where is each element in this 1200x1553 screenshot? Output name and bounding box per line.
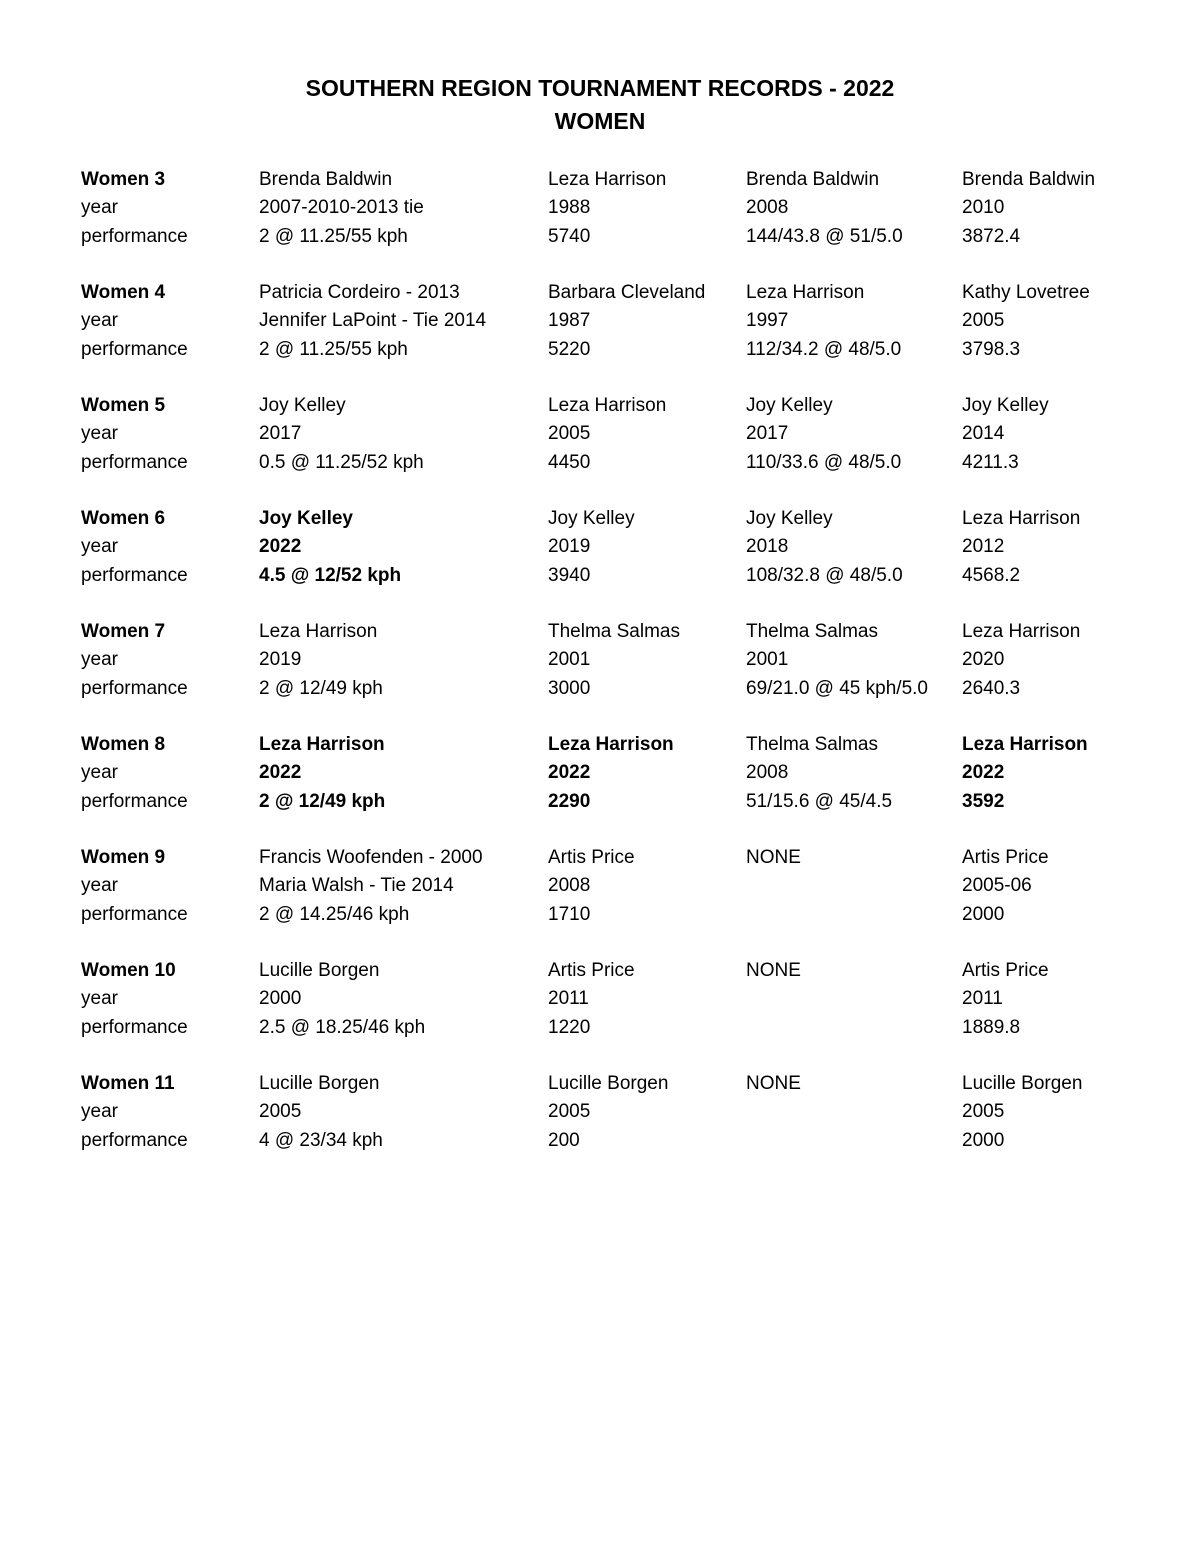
title-line-2: WOMEN [554, 108, 646, 134]
record-cell: 2000 [962, 903, 1005, 925]
page-title [0, 72, 1200, 138]
row-label: year [81, 310, 118, 332]
record-cell: Barbara Cleveland [548, 282, 706, 303]
record-cell: 2001 [746, 649, 789, 671]
record-cell: Joy Kelley [962, 395, 1049, 416]
record-cell: 2007-2010-2013 tie [259, 197, 424, 219]
record-cell: Joy Kelley [746, 508, 833, 529]
record-cell: 2008 [548, 875, 591, 897]
record-group [81, 844, 1161, 957]
record-group [81, 1070, 1161, 1183]
record-cell: Lucille Borgen [259, 960, 380, 981]
record-group [81, 957, 1161, 1070]
category-label: Women 5 [81, 395, 166, 416]
category-label: Women 8 [81, 734, 166, 755]
record-cell: Leza Harrison [962, 734, 1088, 755]
record-cell: Leza Harrison [548, 169, 667, 190]
record-cell: 2018 [746, 536, 789, 558]
record-cell [746, 872, 962, 900]
record-cell: 2008 [746, 197, 789, 219]
record-cell: Artis Price [962, 847, 1049, 868]
record-cell: NONE [746, 960, 801, 981]
row-label: performance [81, 903, 188, 925]
record-year-row [81, 533, 1161, 561]
record-cell: Artis Price [548, 960, 635, 981]
record-cell: Thelma Salmas [548, 621, 680, 642]
row-label: performance [81, 338, 188, 360]
record-cell: 2290 [548, 790, 591, 812]
record-cell: Leza Harrison [548, 395, 667, 416]
record-cell: 3592 [962, 790, 1005, 812]
record-cell: 1220 [548, 1016, 591, 1038]
record-cell: Lucille Borgen [962, 1073, 1083, 1094]
record-cell: Joy Kelley [548, 508, 635, 529]
record-name-row [81, 618, 1161, 646]
record-cell: Jennifer LaPoint - Tie 2014 [259, 310, 487, 332]
record-cell: 2000 [962, 1129, 1005, 1151]
record-name-row [81, 392, 1161, 420]
record-cell: Artis Price [548, 847, 635, 868]
category-label: Women 9 [81, 847, 166, 868]
record-cell: 2001 [548, 649, 591, 671]
record-cell: 2005-06 [962, 875, 1032, 897]
record-cell: 2020 [962, 649, 1005, 671]
record-cell: 3940 [548, 564, 591, 586]
record-cell: 2022 [548, 762, 591, 784]
record-performance-row [81, 788, 1161, 816]
record-cell: Lucille Borgen [548, 1073, 669, 1094]
category-label: Women 6 [81, 508, 166, 529]
record-name-row [81, 1070, 1161, 1098]
record-group [81, 505, 1161, 618]
record-cell: Joy Kelley [746, 395, 833, 416]
record-cell: Joy Kelley [259, 508, 353, 529]
record-cell: Patricia Cordeiro - 2013 [259, 282, 460, 303]
record-cell: 2 @ 11.25/55 kph [259, 338, 408, 360]
row-label: performance [81, 1129, 188, 1151]
row-label: year [81, 197, 118, 219]
record-cell: Kathy Lovetree [962, 282, 1090, 303]
record-year-row [81, 985, 1161, 1013]
record-performance-row [81, 1014, 1161, 1042]
category-label: Women 4 [81, 282, 166, 303]
record-cell: 5740 [548, 225, 591, 247]
row-label: performance [81, 225, 188, 247]
records-table [81, 166, 1161, 1183]
row-label: performance [81, 677, 188, 699]
category-label: Women 7 [81, 621, 166, 642]
record-cell: 2.5 @ 18.25/46 kph [259, 1016, 426, 1038]
record-cell: Leza Harrison [746, 282, 865, 303]
record-cell: 2 @ 14.25/46 kph [259, 903, 410, 925]
record-name-row [81, 731, 1161, 759]
record-cell: 0.5 @ 11.25/52 kph [259, 451, 424, 473]
record-cell: 2005 [548, 1101, 591, 1123]
record-performance-row [81, 562, 1161, 590]
record-name-row [81, 166, 1161, 194]
record-cell: 4568.2 [962, 564, 1021, 586]
record-cell [746, 901, 962, 929]
record-cell: 2022 [259, 762, 302, 784]
record-cell: Artis Price [962, 960, 1049, 981]
record-cell: 4211.3 [962, 451, 1019, 473]
record-cell: Thelma Salmas [746, 621, 878, 642]
record-performance-row [81, 675, 1161, 703]
record-cell: 2019 [259, 649, 302, 671]
record-cell: 2 @ 12/49 kph [259, 677, 383, 699]
record-cell: Brenda Baldwin [259, 169, 393, 190]
record-cell: 108/32.8 @ 48/5.0 [746, 564, 903, 586]
record-performance-row [81, 223, 1161, 251]
record-cell: 51/15.6 @ 45/4.5 [746, 790, 893, 812]
record-cell: 2017 [259, 423, 302, 445]
record-year-row [81, 194, 1161, 222]
category-label: Women 3 [81, 169, 166, 190]
record-cell: 110/33.6 @ 48/5.0 [746, 451, 902, 473]
record-cell: 4.5 @ 12/52 kph [259, 564, 402, 586]
record-cell: Leza Harrison [548, 734, 674, 755]
record-cell: 2010 [962, 197, 1005, 219]
record-cell: 144/43.8 @ 51/5.0 [746, 225, 903, 247]
record-cell: 2005 [962, 310, 1005, 332]
record-cell: 1889.8 [962, 1016, 1021, 1038]
row-label: year [81, 1101, 118, 1123]
record-cell: 2012 [962, 536, 1005, 558]
record-cell: Leza Harrison [259, 734, 385, 755]
record-cell: 2005 [259, 1101, 302, 1123]
row-label: performance [81, 451, 188, 473]
record-group [81, 392, 1161, 505]
record-cell: NONE [746, 847, 801, 868]
row-label: year [81, 536, 118, 558]
record-cell: 69/21.0 @ 45 kph/5.0 [746, 677, 928, 699]
record-performance-row [81, 901, 1161, 929]
record-cell: Brenda Baldwin [962, 169, 1096, 190]
record-cell: Joy Kelley [259, 395, 346, 416]
record-cell [746, 1098, 962, 1126]
record-cell: 2011 [962, 988, 1003, 1010]
record-cell: NONE [746, 1073, 801, 1094]
record-cell: Brenda Baldwin [746, 169, 880, 190]
record-cell [746, 1014, 962, 1042]
record-cell: 3872.4 [962, 225, 1021, 247]
record-year-row [81, 872, 1161, 900]
record-cell: 2022 [259, 536, 302, 558]
record-performance-row [81, 449, 1161, 477]
record-cell: 2022 [962, 762, 1005, 784]
record-cell: 2005 [962, 1101, 1005, 1123]
record-cell: 1997 [746, 310, 789, 332]
record-group [81, 279, 1161, 392]
record-cell: Lucille Borgen [259, 1073, 380, 1094]
record-name-row [81, 957, 1161, 985]
row-label: year [81, 762, 118, 784]
category-label: Women 10 [81, 960, 176, 981]
record-cell: 2008 [746, 762, 789, 784]
record-cell: 112/34.2 @ 48/5.0 [746, 338, 902, 360]
record-cell: Francis Woofenden - 2000 [259, 847, 483, 868]
title-line-1: SOUTHERN REGION TOURNAMENT RECORDS - 2022 [305, 75, 895, 101]
record-name-row [81, 279, 1161, 307]
record-cell: 4 @ 23/34 kph [259, 1129, 383, 1151]
record-cell: 2640.3 [962, 677, 1021, 699]
record-year-row [81, 307, 1161, 335]
record-cell: 2 @ 12/49 kph [259, 790, 386, 812]
category-label: Women 11 [81, 1073, 175, 1094]
record-cell: 1987 [548, 310, 591, 332]
row-label: performance [81, 790, 188, 812]
record-cell: 3798.3 [962, 338, 1021, 360]
record-cell: Maria Walsh - Tie 2014 [259, 875, 454, 897]
record-name-row [81, 844, 1161, 872]
record-cell: 2017 [746, 423, 789, 445]
row-label: year [81, 988, 118, 1010]
record-cell: 2011 [548, 988, 589, 1010]
record-cell: 3000 [548, 677, 591, 699]
row-label: year [81, 875, 118, 897]
record-year-row [81, 420, 1161, 448]
record-cell: Leza Harrison [962, 621, 1081, 642]
record-cell: 1988 [548, 197, 591, 219]
record-cell: 2014 [962, 423, 1005, 445]
record-cell: 5220 [548, 338, 591, 360]
record-cell [746, 1127, 962, 1155]
record-cell: 2005 [548, 423, 591, 445]
record-group [81, 166, 1161, 279]
record-cell: Leza Harrison [259, 621, 378, 642]
record-year-row [81, 759, 1161, 787]
row-label: performance [81, 1016, 188, 1038]
row-label: year [81, 649, 118, 671]
row-label: performance [81, 564, 188, 586]
record-cell: 2019 [548, 536, 591, 558]
record-cell: 2 @ 11.25/55 kph [259, 225, 408, 247]
record-year-row [81, 1098, 1161, 1126]
record-group [81, 731, 1161, 844]
record-performance-row [81, 336, 1161, 364]
record-year-row [81, 646, 1161, 674]
record-cell: Leza Harrison [962, 508, 1081, 529]
record-name-row [81, 505, 1161, 533]
record-group [81, 618, 1161, 731]
record-cell: 4450 [548, 451, 591, 473]
record-cell [746, 985, 962, 1013]
record-cell: 200 [548, 1129, 580, 1151]
record-cell: 1710 [548, 903, 591, 925]
record-cell: Thelma Salmas [746, 734, 878, 755]
row-label: year [81, 423, 118, 445]
record-cell: 2000 [259, 988, 302, 1010]
record-performance-row [81, 1127, 1161, 1155]
